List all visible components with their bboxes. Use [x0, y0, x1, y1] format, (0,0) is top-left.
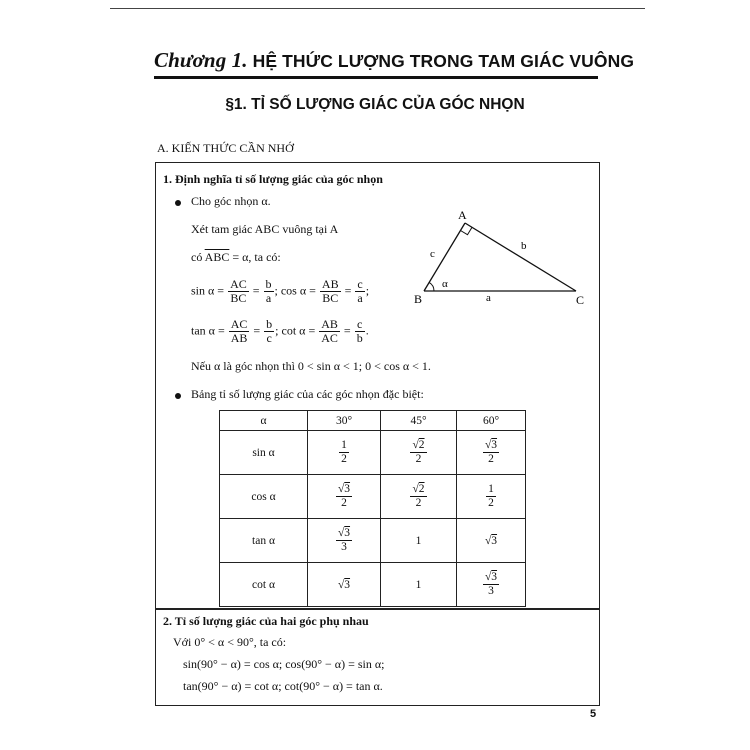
bullet-icon: [175, 200, 181, 206]
angle-abc: $\overline{ABC}$: [204, 250, 230, 264]
definition-heading: 1. Định nghĩa tỉ số lượng giác của góc nhọn: [163, 172, 383, 186]
value-cell: 1: [381, 563, 457, 607]
row-label: cos α: [220, 475, 308, 519]
chapter-underline: [154, 76, 598, 79]
fraction: $\frac{c}{b}$: [356, 317, 363, 345]
angle-statement: có $\overline{ABC} = \alpha$, ta có:: [191, 250, 281, 264]
top-rule: [110, 8, 645, 9]
bullet-icon: [175, 393, 181, 399]
chapter-heading: HỆ THỨC LƯỢNG TRONG TAM GIÁC VUÔNG: [252, 51, 635, 71]
value-cell: √3: [457, 519, 526, 563]
acute-angle-note: Nếu α là góc nhọn thì 0 < sin α < 1; 0 < cos α < 1.: [191, 359, 431, 373]
fraction: $\frac{c}{a}$: [357, 277, 363, 305]
angle-arc: [429, 282, 434, 291]
special-angles-text: Bảng tỉ số lượng giác của các góc nhọn đặc biệt:: [191, 387, 424, 401]
value-cell: $\frac{√2}{2}$: [381, 475, 457, 519]
chapter-label: Chương 1.: [154, 48, 248, 72]
fraction: $\frac{AB}{AC}$: [321, 317, 338, 345]
value-cell: $\frac{1}{2}$: [457, 475, 526, 519]
header-cell: 60°: [457, 411, 526, 431]
side-ac: [465, 223, 576, 291]
page-number: 5: [590, 708, 597, 720]
table-row: [220, 431, 526, 475]
value-cell: $\frac{√3}{3}$: [457, 563, 526, 607]
row-label: cot α: [220, 563, 308, 607]
fraction: $\frac{AB}{BC}$: [321, 277, 339, 305]
row-label: sin α: [220, 431, 308, 475]
table-row: [220, 563, 526, 607]
part-a-heading: A. KIẾN THỨC CẦN NHỚ: [157, 141, 294, 155]
header-cell: 45°: [381, 411, 457, 431]
angle-label-alpha: α: [442, 278, 448, 290]
fraction: $\frac{b}{a}$: [265, 277, 272, 305]
value-cell: $\frac{√3}{3}$: [308, 519, 381, 563]
value-cell: √3: [308, 563, 381, 607]
value-cell: $\frac{√3}{2}$: [457, 431, 526, 475]
complement-heading: 2. Tỉ số lượng giác của hai góc phụ nhau: [163, 614, 369, 628]
fraction: $\frac{AC}{AB}$: [230, 317, 248, 345]
section-title: §1. TỈ SỐ LƯỢNG GIÁC CỦA GÓC NHỌN: [225, 96, 525, 113]
vertex-c: C: [576, 293, 585, 305]
fraction: $\frac{b}{c}$: [266, 317, 273, 345]
box-divider: [155, 608, 600, 610]
value-cell: $\frac{√3}{2}$: [308, 475, 381, 519]
fraction: $\frac{AC}{BC}$: [230, 277, 247, 305]
tan-cot-formula: tan α = $\frac{AC}{AB}$ = $\frac{b}{c}$ ; cot α = $\frac{AB}{AC}$ = $\frac{c}{b}$ .: [191, 317, 369, 345]
complement-line-2: tan(90° − α) = cot α; cot(90° − α) = tan α.: [183, 679, 383, 693]
table-row: [220, 519, 526, 563]
sin-cos-formula: sin α = $\frac{AC}{BC}$ = $\frac{b}{a}$ ; cos α = $\frac{AB}{BC}$ = $\frac{c}{a}$ ;: [191, 277, 370, 305]
vertex-a: A: [458, 208, 467, 222]
side-label-a: a: [486, 292, 491, 304]
right-triangle-figure: [410, 205, 590, 305]
table-header-row: [220, 411, 526, 431]
triangle-statement: Xét tam giác ABC vuông tại A: [191, 222, 339, 236]
row-label: tan α: [220, 519, 308, 563]
table-row: [220, 475, 526, 519]
value-cell: $\frac{√2}{2}$: [381, 431, 457, 475]
vertex-b: B: [414, 292, 423, 305]
complement-line-1: sin(90° − α) = cos α; cos(90° − α) = sin α;: [183, 657, 385, 671]
given-angle-text: Cho góc nhọn α.: [191, 194, 271, 208]
header-cell: α: [220, 411, 308, 431]
side-label-c: c: [430, 248, 435, 260]
complement-intro: Với 0° < α < 90°, ta có:: [173, 635, 287, 649]
value-cell: 1: [381, 519, 457, 563]
special-angles-table: [219, 410, 526, 607]
value-cell: $\frac{1}{2}$: [308, 431, 381, 475]
side-label-b: b: [521, 240, 527, 252]
header-cell: 30°: [308, 411, 381, 431]
chapter-title: [154, 48, 635, 73]
